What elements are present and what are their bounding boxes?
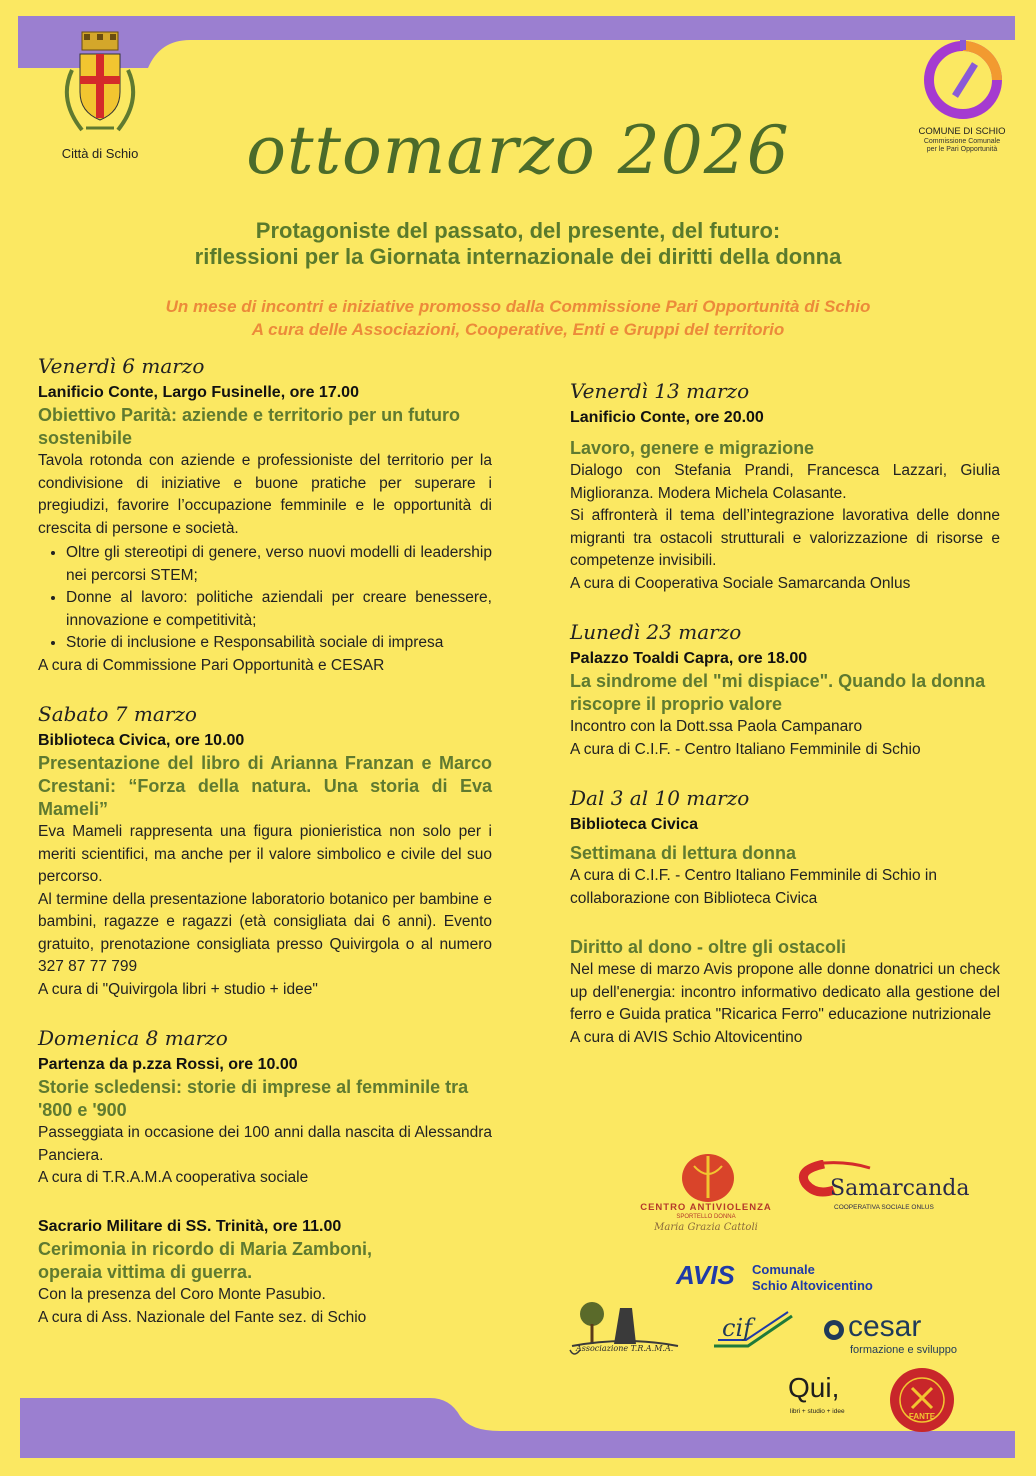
event-description: Tavola rotonda con aziende e professioniste del territorio per la condivisione di iniziative e buone pratiche per superare i pregiudizi, favorire l’occupazione femminile e le opportunità di crescita di persone e società.: [38, 452, 492, 537]
left-column: [38, 355, 492, 1329]
avis-comunale: Comunale: [752, 1262, 815, 1277]
quivirgola-logo: [784, 1372, 864, 1422]
antiviolenza-title: CENTRO ANTIVIOLENZA: [640, 1202, 772, 1213]
event-place: Palazzo Toaldi Capra, ore 18.00: [570, 649, 808, 667]
event-day: Lunedì 23 marzo: [570, 620, 742, 644]
antiviolenza-sub: SPORTELLO DONNA: [676, 1214, 736, 1220]
event-place: Lanificio Conte, ore 20.00: [570, 408, 764, 426]
samarcanda-subtitle: COOPERATIVA SOCIALE ONLUS: [834, 1204, 934, 1211]
subtitle-line1: Protagoniste del passato, del presente, del futuro:: [255, 218, 781, 243]
samarcanda-name: Samarcanda: [830, 1176, 970, 1201]
equality-symbol-icon: [917, 34, 1007, 124]
cif-logo: [712, 1310, 802, 1354]
cesar-subtitle: formazione e sviluppo: [850, 1344, 958, 1356]
cif-name: cif: [722, 1314, 752, 1342]
page-subtitle: [0, 218, 1036, 270]
event-description: Eva Mameli rappresenta una figura pionieristica non solo per i meriti scientifici, ma anche per il valore simbolico e civile del suo percorso.: [38, 823, 492, 885]
cpo-sub-line2: per le Pari Opportunità: [926, 146, 998, 153]
event-description: Nel mese di marzo Avis propone alle donne donatrici un check up dell'energia: incontro informativo dedicato alla gestione del ferro e Guida pratica "Ricarica Ferro" educazione nutrizionale: [570, 961, 1000, 1023]
event-title: La sindrome del "mi dispiace". Quando la donna riscopre il proprio valore: [570, 671, 986, 714]
promo-line1: Un mese di incontri e iniziative promosso dalla Commissione Pari Opportunità di Schio: [165, 297, 871, 316]
event-place: Biblioteca Civica, ore 10.00: [38, 731, 245, 749]
antiviolenza-emblem-icon: [678, 1148, 738, 1204]
event-title: Obiettivo Parità: aziende e territorio per un futuro sostenibile: [38, 405, 461, 448]
fante-emblem-icon: [888, 1366, 956, 1434]
fante-logo: [888, 1366, 958, 1436]
event-sabato-7: [38, 703, 492, 1001]
event-sacrario: [38, 1216, 492, 1330]
event-place: Partenza da p.zza Rossi, ore 10.00: [38, 1055, 298, 1073]
right-column: [570, 380, 1000, 1049]
centro-antiviolenza-logo: [636, 1148, 776, 1248]
event-credit: A cura di Commissione Pari Opportunità e CESAR: [38, 656, 385, 674]
event-lunedi-23: [570, 621, 1000, 761]
event-description-2: Al termine della presentazione laboratorio botanico per bambine e bambini, ragazze e ragazzi (età consigliata dai 6 anni). Evento gratuito, prenotazione consigliata presso Quivirgola o al numero 327 87 77 799: [38, 890, 492, 975]
promo-line2: A cura delle Associazioni, Cooperative, Enti e Gruppi del territorio: [251, 320, 785, 339]
event-venerdi-6: [38, 355, 492, 677]
event-day: Sabato 7 marzo: [38, 702, 197, 726]
cpo-name: COMUNE DI SCHIO: [918, 126, 1006, 137]
event-title: Settimana di lettura donna: [570, 843, 797, 863]
list-item: • Storie di inclusione e Responsabilità sociale di impresa: [66, 632, 492, 655]
event-credit: A cura di Cooperativa Sociale Samarcanda Onlus: [570, 574, 911, 592]
cesar-name: cesar: [848, 1310, 922, 1343]
event-day: Dal 3 al 10 marzo: [570, 786, 750, 810]
subtitle-line2: riflessioni per la Giornata internazionale dei diritti della donna: [194, 244, 842, 269]
avis-name: AVIS: [676, 1260, 735, 1290]
event-topic-list: [38, 542, 492, 655]
qui-name: Qui,: [788, 1372, 840, 1403]
event-credit: A cura di C.I.F. - Centro Italiano Femminile di Schio in collaborazione con Biblioteca Civica: [570, 867, 937, 907]
event-day: Venerdì 13 marzo: [570, 379, 750, 403]
trama-logo: [566, 1300, 686, 1370]
event-dal-3-al-10: [570, 787, 1000, 910]
event-credit: A cura di Ass. Nazionale del Fante sez. di Schio: [38, 1308, 367, 1326]
list-item: • Donne al lavoro: politiche aziendali per creare benessere, innovazione e competitività;: [66, 587, 492, 632]
list-item: • Oltre gli stereotipi di genere, verso nuovi modelli di leadership nei percorsi STEM;: [66, 542, 492, 587]
crest-label: Città di Schio: [61, 146, 139, 161]
event-day: Domenica 8 marzo: [38, 1026, 228, 1050]
antiviolenza-signature: Maria Grazia Cattoli: [654, 1222, 758, 1233]
event-description-2: Si affronterà il tema dell’integrazione lavorativa delle donne migranti tra ostacoli strutturali e valorizzazione di risorse e competenze invisibili.: [570, 507, 1000, 569]
qui-subtitle: libri + studio + idee: [790, 1408, 845, 1415]
event-description: Con la presenza del Coro Monte Pasubio.: [38, 1286, 326, 1303]
cpo-sub-line1: Commissione Comunale: [923, 138, 1001, 145]
event-place: Biblioteca Civica: [570, 815, 699, 833]
avis-city: Schio Altovicentino: [752, 1278, 873, 1293]
samarcanda-logo: [794, 1160, 970, 1220]
trama-name: Associazione T.R.A.M.A.: [576, 1344, 674, 1353]
event-title-line2: operaia vittima di guerra.: [38, 1262, 253, 1282]
event-domenica-8: [38, 1027, 492, 1190]
event-description: Incontro con la Dott.ssa Paola Campanaro: [570, 718, 863, 735]
event-description: Passeggiata in occasione dei 100 anni dalla nascita di Alessandra Panciera.: [38, 1124, 492, 1164]
event-credit: A cura di T.R.A.M.A cooperativa sociale: [38, 1169, 309, 1186]
event-credit: A cura di C.I.F. - Centro Italiano Femminile di Schio: [570, 740, 921, 758]
event-credit: A cura di AVIS Schio Altovicentino: [570, 1028, 803, 1046]
cesar-logo: [822, 1312, 962, 1358]
cesar-dot-icon: [822, 1318, 846, 1342]
event-description: Dialogo con Stefania Prandi, Francesca Lazzari, Giulia Miglioranza. Modera Michela Colasante.: [570, 462, 1000, 502]
event-place: Sacrario Militare di SS. Trinità, ore 11.00: [38, 1217, 342, 1235]
bottom-band: [0, 1396, 1036, 1476]
event-title: Diritto al dono - oltre gli ostacoli: [570, 937, 847, 957]
promo-text: [0, 295, 1036, 341]
page-title: ottomarzo 2026: [246, 112, 790, 189]
event-day: Venerdì 6 marzo: [38, 354, 205, 378]
event-title-line1: Cerimonia in ricordo di Maria Zamboni,: [38, 1239, 373, 1259]
event-venerdi-13: [570, 380, 1000, 595]
top-band: [0, 0, 1036, 70]
event-credit: A cura di "Quivirgola libri + studio + idee": [38, 980, 318, 998]
event-title: Presentazione del libro di Arianna Franzan e Marco Crestani: “Forza della natura. Una storia di Eva Mameli”: [38, 753, 492, 819]
event-title: Lavoro, genere e migrazione: [570, 438, 815, 458]
fante-name: FANTE: [908, 1412, 936, 1421]
event-place: Lanificio Conte, Largo Fusinelle, ore 17.00: [38, 383, 359, 401]
event-title: Storie scledensi: storie di imprese al femminile tra '800 e '900: [38, 1077, 469, 1120]
avis-logo: [676, 1260, 876, 1296]
event-diritto-al-dono: [570, 936, 1000, 1049]
